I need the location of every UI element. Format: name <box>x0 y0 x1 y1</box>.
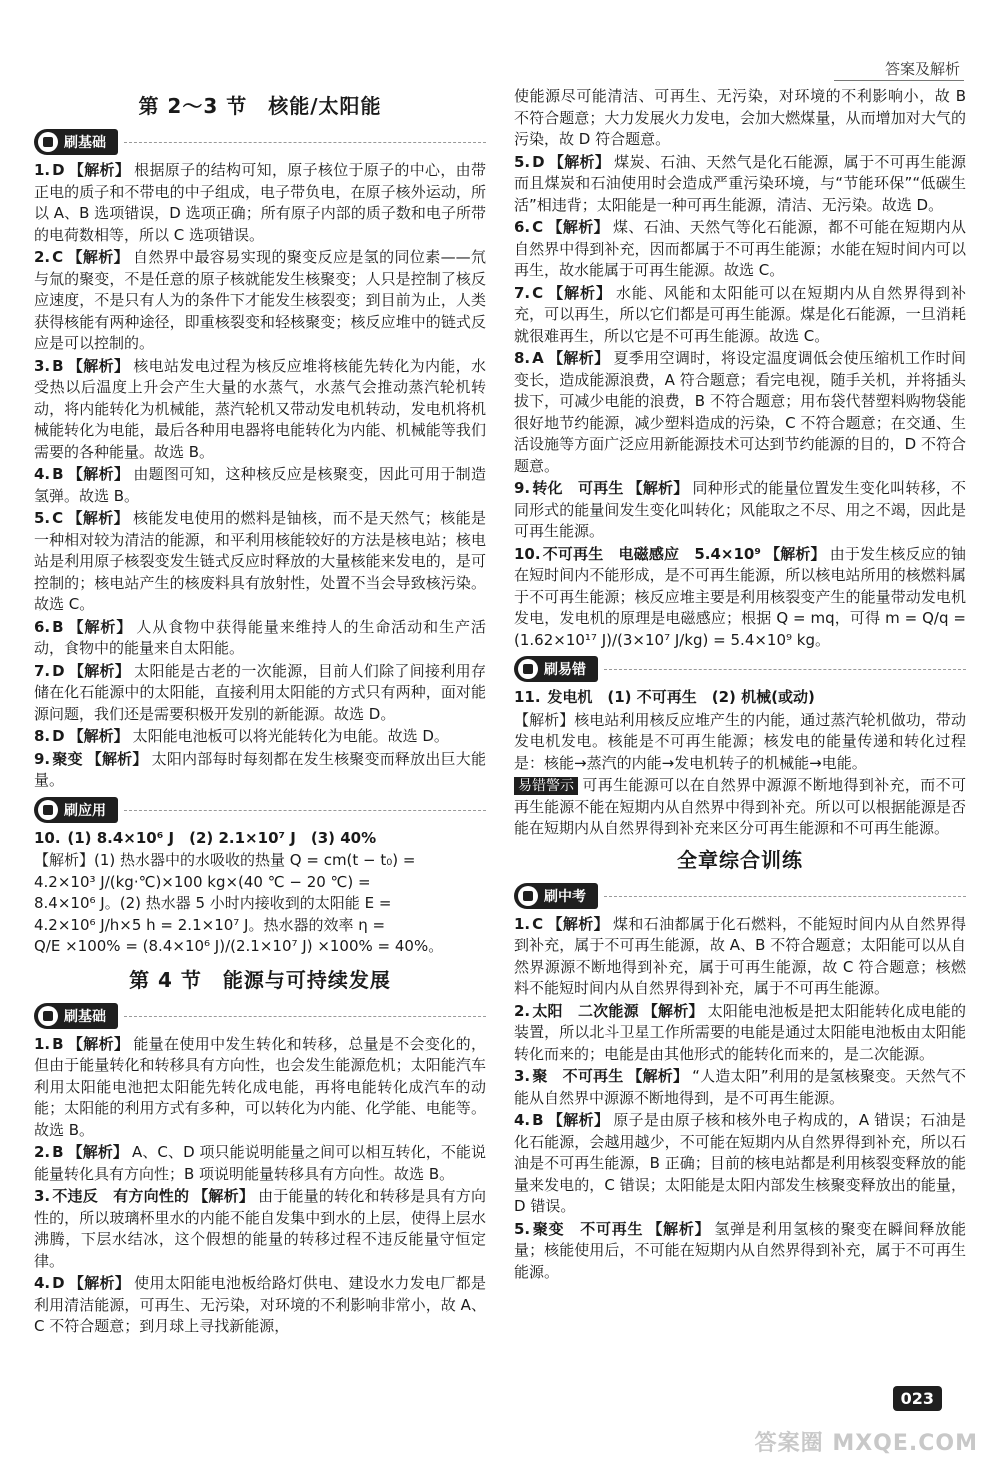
item-text: 由题图可知，这种核反应是核聚变，因此可用于制造氢弹。故选 B。 <box>34 465 486 505</box>
item-answer: B <box>52 356 64 375</box>
item-number: 9. <box>514 479 531 497</box>
answer-item <box>34 1186 486 1272</box>
answer-item <box>34 1142 486 1185</box>
left-column <box>34 86 486 1339</box>
answer-list <box>514 152 966 652</box>
brush-icon <box>38 1006 58 1026</box>
continued-text: 使能源尽可能清洁、可再生、无污染，对环境的不利影响小，故 B 不符合题意；大力发展火力发电，会加大燃煤量，从而增加对大气的污染，故 D 符合题意。 <box>514 87 966 148</box>
item-text: 太阳内部每时每刻都在发生核聚变而释放出巨大能量。 <box>34 749 486 789</box>
item-tag: 【解析】 <box>86 749 148 768</box>
item-number: 4. <box>514 1111 531 1129</box>
item-text: 同种形式的能量位置发生变化叫转移，不同形式的能量间发生变化叫转化；风能取之不尽、用之不竭，因此是可再生能源。 <box>514 479 966 540</box>
item-answer: C <box>532 283 544 302</box>
answer-item <box>514 1110 966 1218</box>
divider <box>124 142 486 143</box>
item-number: 3. <box>34 356 51 375</box>
item-tag: 【解析】 <box>68 161 131 179</box>
brush-icon <box>518 886 538 906</box>
answer-item <box>514 1219 966 1284</box>
item-tag: 【解析】 <box>67 617 133 636</box>
answer-item <box>34 356 486 464</box>
item-answer: D <box>52 161 65 179</box>
divider <box>124 810 486 811</box>
answer-item <box>34 828 486 850</box>
badge-row <box>34 125 486 160</box>
item-answer: C <box>52 509 64 527</box>
item-tag: 【解析】 <box>67 248 130 266</box>
item-tag: 【解析】 <box>547 349 610 367</box>
formula-line: 8.4×10⁶ J。(2) 热水器 5 小时内接收到的太阳能 E = <box>34 894 392 912</box>
item-tag: 【解析】 <box>547 218 609 236</box>
item-number: 1. <box>34 1034 51 1053</box>
badge-exam <box>514 883 598 909</box>
item-answer: (1) 8.4×10⁶ J (2) 2.1×10⁷ J (3) 40% <box>67 828 377 847</box>
right-column <box>514 86 966 1284</box>
item-answer: B <box>52 617 64 636</box>
answer-item <box>34 508 486 616</box>
item-tag: 【解析】 <box>67 509 129 527</box>
divider <box>124 1016 486 1017</box>
item-number: 9. <box>34 749 51 768</box>
answer-item <box>34 617 486 660</box>
item-number: 8. <box>514 349 531 367</box>
item-tag: 【解析】 <box>547 1111 610 1129</box>
item-tag: 【解析】 <box>67 356 130 375</box>
item-answer: 不违反 有方向性的 <box>52 1187 190 1205</box>
brush-icon <box>518 659 538 679</box>
formula-block <box>34 850 486 958</box>
item-text: 由于发生核反应的铀在短时间内不能形成，是不可再生能源，所以核电站所用的核燃料属于不可再生能源；核反应堆主要是利用核裂变产生的能量带动发电机发电，发电机的原理是电磁感应；根据 Q = mq，可得 m = Q/q = (1.62×10¹⁷ J)/(3×10⁷ J/kg) = 5.4×10⁹ kg。 <box>514 544 966 649</box>
answer-item <box>514 1066 966 1109</box>
item-text: A、C、D 项只能说明能量之间可以相互转化，不能说能量转化具有方向性；B 项说明能量转移具有方向性。故选 B。 <box>34 1143 486 1183</box>
answer-item <box>34 464 486 507</box>
item-tag: 【解析】 <box>647 1219 711 1238</box>
answer-item <box>34 749 486 792</box>
warning-text: 可再生能源可以在自然界中源源不断地得到补充，而不可再生能源不能在短期内从自然界中得到补充。所以可以根据能源是否能在短期内从自然界得到补充来区分可再生能源和不可再生能源。 <box>514 776 966 837</box>
item-tag: 【解析】 <box>547 283 612 302</box>
answer-list <box>34 160 486 792</box>
divider <box>604 669 966 670</box>
item-tag: 【解析】 <box>68 661 131 680</box>
answer-item <box>34 661 486 726</box>
answer-item <box>34 726 486 748</box>
item-text: 太阳能电池板可以将光能转化为电能。故选 D。 <box>132 727 449 745</box>
item-text: 煤和石油都属于化石燃料，不能短时间内从自然界得到补充，属于不可再生能源，故 A、B 不符合题意；太阳能可以从自然界源源不断地得到补充，属于可再生能源，故 C 符合题意；核燃料不能短时间内从自然界得到补充，属于不可再生能源。 <box>514 914 966 997</box>
item-text: 水能、风能和太阳能可以在短期内从自然界得到补充，可以再生，所以它们都是可再生能源。煤是化石能源，一旦消耗就很难再生，所以它是不可再生能源。故选 C。 <box>514 283 966 345</box>
item-tag: 【解析】 <box>548 152 611 171</box>
item-text: 人从食物中获得能量来维持人的生命活动和生产活动，食物中的能量来自太阳能。 <box>34 617 486 657</box>
answer-item <box>514 152 966 217</box>
item-answer: 聚变 <box>52 749 83 768</box>
item-tag: 【解析】 <box>642 1001 704 1020</box>
badge-apply <box>34 797 118 823</box>
item-number: 1. <box>514 914 531 933</box>
badge-label: 刷应用 <box>64 802 106 819</box>
answer-list <box>514 914 966 1284</box>
item-number: 2. <box>34 1143 51 1161</box>
item-number: 6. <box>514 218 531 236</box>
item-number: 1. <box>34 161 51 179</box>
answer-item <box>514 217 966 282</box>
item-text: 太阳能电池板是把太阳能转化成电能的装置，所以北斗卫星工作所需要的电能是通过太阳能电池板由太阳能转化而来的；电能是由其他形式的能转化而来的，是二次能源。 <box>514 1001 966 1063</box>
item-text: 根据原子的结构可知，原子核位于原子的中心，由带正电的质子和不带电的中子组成，电子带负电，在原子核外运动，所以 A、B 选项错误，D 选项正确；所有原子内部的质子数和电子所带的电荷数相等，所以 C 选项错误。 <box>34 161 486 244</box>
badge-basic <box>34 1003 118 1029</box>
item-answer: 不可再生 电磁感应 5.4×10⁹ <box>542 544 761 563</box>
item-text: 能量在使用中发生转化和转移，总量是不会变化的，但由于能量转化和转移具有方向性，也会发生能源危机；太阳能汽车利用太阳能电池把太阳能先转化成电能，再将电能转化成汽车的动能；太阳能的利用方式有多种，可以转化为内能、化学能、电能等。故选 B。 <box>34 1034 486 1139</box>
item-number: 7. <box>34 661 51 680</box>
item-answer: B <box>532 1111 544 1129</box>
item-answer: D <box>52 727 65 745</box>
badge-label: 刷易错 <box>544 662 586 678</box>
page-number: 023 <box>893 1386 942 1411</box>
item-tag: 【解析】 <box>764 544 826 563</box>
item-text: 由于能量的转化和转移是具有方向性的，所以玻璃杯里水的内能不能自发集中到水的上层，使得上层水沸腾，下层水结冰，这个假想的能量的转移过程不违反能量守恒定律。 <box>34 1187 486 1270</box>
header-label: 答案及解析 <box>884 60 960 78</box>
item-tag: 【解析】 <box>627 479 689 497</box>
item-tag: 【解析】 <box>67 1143 128 1161</box>
item-text: 夏季用空调时，将设定温度调低会使压缩机工作时间变长，造成能源浪费，A 符合题意；看完电视，随手关机，并将插头拔下，可减少电能的浪费，B 不符合题意；用布袋代替塑料购物袋能很好地节约能源，减少塑料造成的污染，C 不符合题意；在交通、生活设施等方面广泛应用新能源技术可达到节约能源的目的，D 不符合题意。 <box>514 349 966 475</box>
badge-row <box>34 999 486 1034</box>
section-title-nuclear-solar: 第 2～3 节 核能/太阳能 <box>138 94 382 118</box>
item-tag: 【解析】 <box>67 465 130 483</box>
item-text: 核电站发电过程为核反应堆将核能先转化为内能，水受热以后温度上升会产生大量的水蒸气，水蒸气会推动蒸汽轮机转动，将内能转化为机械能，蒸汽轮机又带动发电机转动，发电机将机械能转化为电能，最后各种用电器将电能转化为内能、机械能等我们需要的各种能量。故选 B。 <box>34 356 486 461</box>
item-text: 太阳能是古老的一次能源，目前人们除了间接利用存储在化石能源中的太阳能，直接利用太阳能的方式只有两种，面对能源问题，我们还是需要积极开发别的新能源。故选 D。 <box>34 661 486 723</box>
item-answer: 聚 不可再生 <box>532 1067 624 1085</box>
answer-item <box>514 687 966 709</box>
item-number: 3. <box>514 1067 531 1085</box>
item-tag: 【解析】 <box>627 1067 689 1085</box>
item-answer: D <box>52 661 65 680</box>
item-number: 5. <box>514 1219 531 1238</box>
item-answer: D <box>52 1274 65 1292</box>
item-number: 10. <box>34 828 61 847</box>
item-answer: C <box>532 914 544 933</box>
formula-line: Q/E ×100% = (8.4×10⁶ J)/(2.1×10⁷ J) ×100% = 40%。 <box>34 937 444 955</box>
answer-item <box>514 478 966 543</box>
item-number: 10. <box>514 544 541 563</box>
item-tag: 【解析】 <box>193 1187 255 1205</box>
item-answer: B <box>52 1034 64 1053</box>
warning-block <box>514 775 966 840</box>
item-answer: 转化 可再生 <box>532 479 624 497</box>
badge-basic <box>34 129 118 155</box>
item-tag: 【解析】 <box>68 1274 131 1292</box>
answer-list <box>34 1034 486 1338</box>
item-text: 煤、石油、天然气等化石能源，都不可能在短期内从自然界中得到补充，因而都属于不可再生能源；水能在短时间内可以再生，故水能属于可再生能源。故选 C。 <box>514 218 966 279</box>
answer-item <box>514 283 966 348</box>
item-text: 使用太阳能电池板给路灯供电、建设水力发电厂都是利用清洁能源，可再生、无污染，对环境的不利影响非常小，故 A、C 不符合题意；到月球上寻找新能源， <box>34 1274 486 1335</box>
item-explanation: 【解析】核电站利用核反应堆产生的内能，通过蒸汽轮机做功，带动发电机发电。核能是不可再生能源；核发电的能量传递和转化过程是：核能→蒸汽的内能→发电机转子的机械能→电能。 <box>514 710 966 772</box>
answer-item <box>34 1273 486 1338</box>
answer-item <box>34 247 486 355</box>
item-text: 原子是由原子核和核外电子构成的，A 错误；石油是化石能源，会越用越少，不可能在短期内从自然界得到补充，所以石油是不可再生能源，B 正确；目前的核电站都是利用核裂变释放的能量来发电的，C 错误；太阳能是太阳内部发生核聚变释放出的能量，D 错误。 <box>514 1111 966 1215</box>
item-number: 2. <box>34 248 51 266</box>
item-answer: B <box>52 1143 64 1161</box>
item-number: 5. <box>514 152 531 171</box>
brush-icon <box>38 800 58 820</box>
item-tag: 【解析】 <box>67 1034 130 1053</box>
brush-icon <box>38 132 58 152</box>
badge-row <box>514 652 966 687</box>
section-title-chapter-review: 全章综合训练 <box>677 847 803 872</box>
answer-item <box>514 348 966 477</box>
item-number: 7. <box>514 283 531 302</box>
header-rule <box>834 80 964 81</box>
badge-label: 刷基础 <box>64 1008 106 1025</box>
badge-label: 刷中考 <box>544 888 586 905</box>
item-number: 4. <box>34 1274 51 1292</box>
item-answer: 发电机 (1) 不可再生 (2) 机械(或动) <box>547 688 815 706</box>
formula-line: 4.2×10⁶ J/h×5 h = 2.1×10⁷ J。热水器的效率 η = <box>34 915 386 934</box>
answer-item <box>34 160 486 246</box>
item-number: 5. <box>34 509 51 527</box>
item-text: 煤炭、石油、天然气是化石能源，属于不可再生能源而且煤炭和石油使用时会造成严重污染环境，与“节能环保”“低碳生活”相违背；太阳能是一种可再生能源，清洁、无污染。故选 D。 <box>514 152 966 214</box>
item-answer: D <box>532 152 545 171</box>
item-text: 氢弹是利用氢核的聚变在瞬间释放能量；核能使用后，不可能在短期内从自然界得到补充，属于不可再生能源。 <box>514 1219 966 1281</box>
badge-label: 刷基础 <box>64 135 106 151</box>
badge-row <box>34 793 486 828</box>
item-answer: C <box>532 218 544 236</box>
item-text: 自然界中最容易实现的聚变反应是氢的同位素——氘与氚的聚变，不是任意的原子核就能发生核聚变；人只是控制了核反应速度，不是只有人为的条件下才能发生核裂变；到目前为止，人类获得核能有两种途径，即重核裂变和轻核聚变；核反应堆中的链式反应是可以控制的。 <box>34 248 486 352</box>
badge-error-prone <box>514 656 598 682</box>
formula-line: 【解析】(1) 热水器中的水吸收的热量 Q = cm(t − t₀) = <box>34 851 416 869</box>
item-number: 8. <box>34 727 51 745</box>
formula-line: 4.2×10³ J/(kg·℃)×100 kg×(40 ℃ − 20 ℃) = <box>34 872 371 891</box>
watermark: 答案圈 MXQE.COM <box>754 1431 978 1456</box>
item-number: 4. <box>34 465 51 483</box>
item-tag: 【解析】 <box>68 727 129 745</box>
item-text: 核能发电使用的燃料是铀核，而不是天然气；核能是一种相对较为清洁的能源，和平利用核能较好的方法是核电站；核电站是利用原子核裂变发生链式反应时释放的大量核能来发电的，是可控制的；核电站产生的核废料具有放射性，处置不当会导致核污染。故选 C。 <box>34 509 486 613</box>
item-answer: 太阳 二次能源 <box>532 1001 639 1020</box>
item-answer: C <box>52 248 64 266</box>
answer-item <box>34 1034 486 1142</box>
item-tag: 【解析】 <box>547 914 609 933</box>
answer-item <box>514 914 966 1000</box>
answer-item <box>514 1001 966 1066</box>
item-answer: B <box>52 465 64 483</box>
item-answer: 聚变 不可再生 <box>532 1219 644 1238</box>
item-answer: A <box>532 349 544 367</box>
warning-label: 易错警示 <box>514 777 578 795</box>
badge-row <box>514 879 966 914</box>
item-number: 6. <box>34 617 51 636</box>
section-title-energy-sustainability: 第 4 节 能源与可持续发展 <box>129 967 391 992</box>
item-number: 2. <box>514 1001 531 1020</box>
item-text: “人造太阳”利用的是氢核聚变。天然气不能从自然界中源源不断地得到，是不可再生能源。 <box>514 1067 966 1107</box>
answer-item <box>514 544 966 652</box>
divider <box>604 896 966 897</box>
item-number: 11. <box>514 688 541 706</box>
item-number: 3. <box>34 1187 51 1205</box>
